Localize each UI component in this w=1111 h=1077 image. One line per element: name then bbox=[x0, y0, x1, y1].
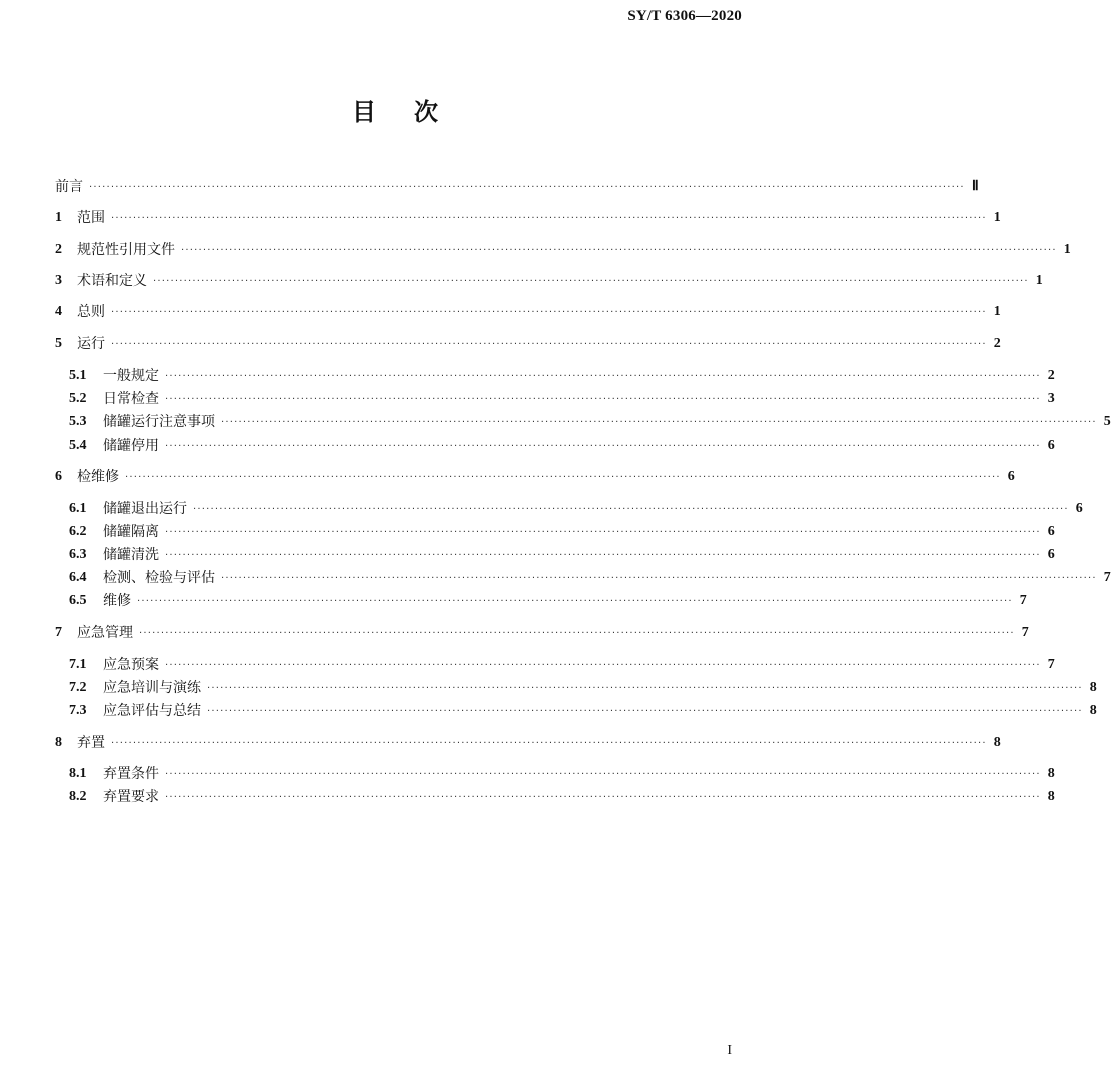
toc-entry-page: 1 bbox=[1035, 273, 1043, 288]
toc-entry-label: 前言 bbox=[55, 179, 83, 195]
toc-entry-number: 8.2 bbox=[69, 789, 87, 804]
toc-entry-number: 5.4 bbox=[69, 438, 87, 453]
dot-leader: ········································································································································································································ bbox=[165, 371, 1041, 382]
toc-entry bbox=[69, 389, 1055, 409]
toc-entry-number: 8 bbox=[55, 735, 62, 750]
toc-entry-page: 1 bbox=[1063, 242, 1071, 257]
toc-entry-number: 5.2 bbox=[69, 391, 87, 406]
page-number: I bbox=[727, 1043, 732, 1058]
toc-entry-number: 6.4 bbox=[69, 570, 87, 585]
dot-leader: ········································································································································································································ bbox=[165, 527, 1041, 538]
toc-entry-label: 总则 bbox=[77, 304, 105, 320]
toc-entry-number: 3 bbox=[55, 273, 62, 288]
dot-leader: ········································································································································································································ bbox=[207, 706, 1083, 717]
toc-entry-number: 7.2 bbox=[69, 680, 87, 695]
toc-entry-label: 弃置要求 bbox=[103, 789, 159, 805]
dot-leader: ········································································································································································································ bbox=[165, 769, 1041, 780]
dot-leader: ········································································································································································································ bbox=[111, 213, 987, 224]
dot-leader: ········································································································································································································ bbox=[125, 472, 1001, 483]
toc-entry bbox=[69, 764, 1055, 784]
dot-leader: ········································································································································································································ bbox=[89, 182, 965, 193]
toc-entry bbox=[55, 623, 1029, 643]
dot-leader: ········································································································································································································ bbox=[111, 307, 987, 318]
toc-entry-number: 6.3 bbox=[69, 547, 87, 562]
toc-entry-number: 6.5 bbox=[69, 593, 87, 608]
toc-entry-page: 8 bbox=[1047, 789, 1055, 804]
toc-entry-page: 5 bbox=[1103, 414, 1111, 429]
toc-entry-page: 8 bbox=[1089, 680, 1097, 695]
toc-entry bbox=[69, 499, 1083, 519]
toc-entry-page: 7 bbox=[1103, 570, 1111, 585]
toc-entry-number: 5.1 bbox=[69, 368, 87, 383]
toc-entry-label: 弃置 bbox=[77, 735, 105, 751]
toc-entry-page: 6 bbox=[1047, 547, 1055, 562]
toc-entry bbox=[69, 522, 1055, 542]
dot-leader: ········································································································································································································ bbox=[221, 573, 1097, 584]
dot-leader: ········································································································································································································ bbox=[153, 276, 1029, 287]
toc-entry bbox=[55, 334, 1001, 354]
toc-entry-page: 2 bbox=[1047, 368, 1055, 383]
toc-entry-page: 6 bbox=[1047, 438, 1055, 453]
toc-entry-number: 4 bbox=[55, 304, 62, 319]
dot-leader: ········································································································································································································ bbox=[181, 245, 1057, 256]
toc-entry bbox=[69, 568, 1111, 588]
toc-entry bbox=[69, 678, 1097, 698]
toc-entry-label: 检维修 bbox=[77, 469, 119, 485]
toc-entry-label: 一般规定 bbox=[103, 368, 159, 384]
dot-leader: ········································································································································································································ bbox=[111, 738, 987, 749]
toc-entry-label: 储罐退出运行 bbox=[103, 501, 187, 517]
toc-entry-number: 7.3 bbox=[69, 703, 87, 718]
toc-entry-number: 7.1 bbox=[69, 657, 87, 672]
dot-leader: ········································································································································································································ bbox=[165, 792, 1041, 803]
toc-entry-number: 5.3 bbox=[69, 414, 87, 429]
toc-entry-page: 6 bbox=[1075, 501, 1083, 516]
toc-entry bbox=[69, 701, 1097, 721]
dot-leader: ········································································································································································································ bbox=[137, 596, 1013, 607]
toc-entry-number: 1 bbox=[55, 210, 62, 225]
toc-entry-label: 日常检查 bbox=[103, 391, 159, 407]
toc-entry bbox=[69, 436, 1055, 456]
toc-entry-number: 7 bbox=[55, 625, 62, 640]
toc-entry bbox=[69, 412, 1111, 432]
toc-entry-label: 规范性引用文件 bbox=[77, 242, 175, 258]
toc-entry bbox=[55, 467, 1015, 487]
toc-entry-label: 应急预案 bbox=[103, 657, 159, 673]
dot-leader: ········································································································································································································ bbox=[165, 660, 1041, 671]
toc-entry-number: 6.2 bbox=[69, 524, 87, 539]
toc-entry bbox=[69, 591, 1027, 611]
toc-entry-label: 范围 bbox=[77, 210, 105, 226]
toc-entry-page: 3 bbox=[1047, 391, 1055, 406]
toc-entry-page: 7 bbox=[1047, 657, 1055, 672]
toc-entry bbox=[69, 545, 1055, 565]
toc-entry-page: 6 bbox=[1047, 524, 1055, 539]
toc-entry-label: 维修 bbox=[103, 593, 131, 609]
dot-leader: ········································································································································································································ bbox=[139, 628, 1015, 639]
toc-entry-number: 2 bbox=[55, 242, 62, 257]
dot-leader: ········································································································································································································ bbox=[193, 504, 1069, 515]
toc-entry-page: 8 bbox=[993, 735, 1001, 750]
toc-entry-page: 6 bbox=[1007, 469, 1015, 484]
toc-entry-label: 应急评估与总结 bbox=[103, 703, 201, 719]
toc-entry bbox=[55, 302, 1001, 322]
toc-entry-page: Ⅱ bbox=[971, 179, 979, 194]
toc-entry bbox=[55, 271, 1043, 291]
toc-entry bbox=[55, 240, 1071, 260]
toc-entry-page: 2 bbox=[993, 336, 1001, 351]
dot-leader: ········································································································································································································ bbox=[165, 550, 1041, 561]
dot-leader: ········································································································································································································ bbox=[111, 339, 987, 350]
toc-entry-label: 应急培训与演练 bbox=[103, 680, 201, 696]
toc-entry-label: 术语和定义 bbox=[77, 273, 147, 289]
toc-entry-number: 8.1 bbox=[69, 766, 87, 781]
toc-entry-number: 5 bbox=[55, 336, 62, 351]
document-code: SY/T 6306—2020 bbox=[627, 8, 742, 24]
toc-entry bbox=[55, 733, 1001, 753]
toc-entry-label: 检测、检验与评估 bbox=[103, 570, 215, 586]
toc-entry-label: 储罐清洗 bbox=[103, 547, 159, 563]
toc-entry-page: 7 bbox=[1019, 593, 1027, 608]
toc-entry-label: 应急管理 bbox=[77, 625, 133, 641]
toc-entry bbox=[69, 366, 1055, 386]
toc-entry bbox=[55, 208, 1001, 228]
toc-entry-number: 6.1 bbox=[69, 501, 87, 516]
toc-entry-label: 储罐隔离 bbox=[103, 524, 159, 540]
dot-leader: ········································································································································································································ bbox=[165, 441, 1041, 452]
dot-leader: ········································································································································································································ bbox=[221, 417, 1097, 428]
toc-entry bbox=[69, 655, 1055, 675]
page-title: 目次 bbox=[352, 98, 476, 126]
toc-entry-page: 7 bbox=[1021, 625, 1029, 640]
toc-entry bbox=[69, 787, 1055, 807]
toc-entry-page: 1 bbox=[993, 304, 1001, 319]
toc-entry-number: 6 bbox=[55, 469, 62, 484]
toc-entry-label: 储罐运行注意事项 bbox=[103, 414, 215, 430]
toc-entry-page: 1 bbox=[993, 210, 1001, 225]
dot-leader: ········································································································································································································ bbox=[207, 683, 1083, 694]
toc-entry-page: 8 bbox=[1047, 766, 1055, 781]
toc-entry-label: 弃置条件 bbox=[103, 766, 159, 782]
toc-entry-page: 8 bbox=[1089, 703, 1097, 718]
toc-entry-label: 储罐停用 bbox=[103, 438, 159, 454]
toc-entry bbox=[55, 177, 979, 197]
dot-leader: ········································································································································································································ bbox=[165, 394, 1041, 405]
toc-entry-label: 运行 bbox=[77, 336, 105, 352]
